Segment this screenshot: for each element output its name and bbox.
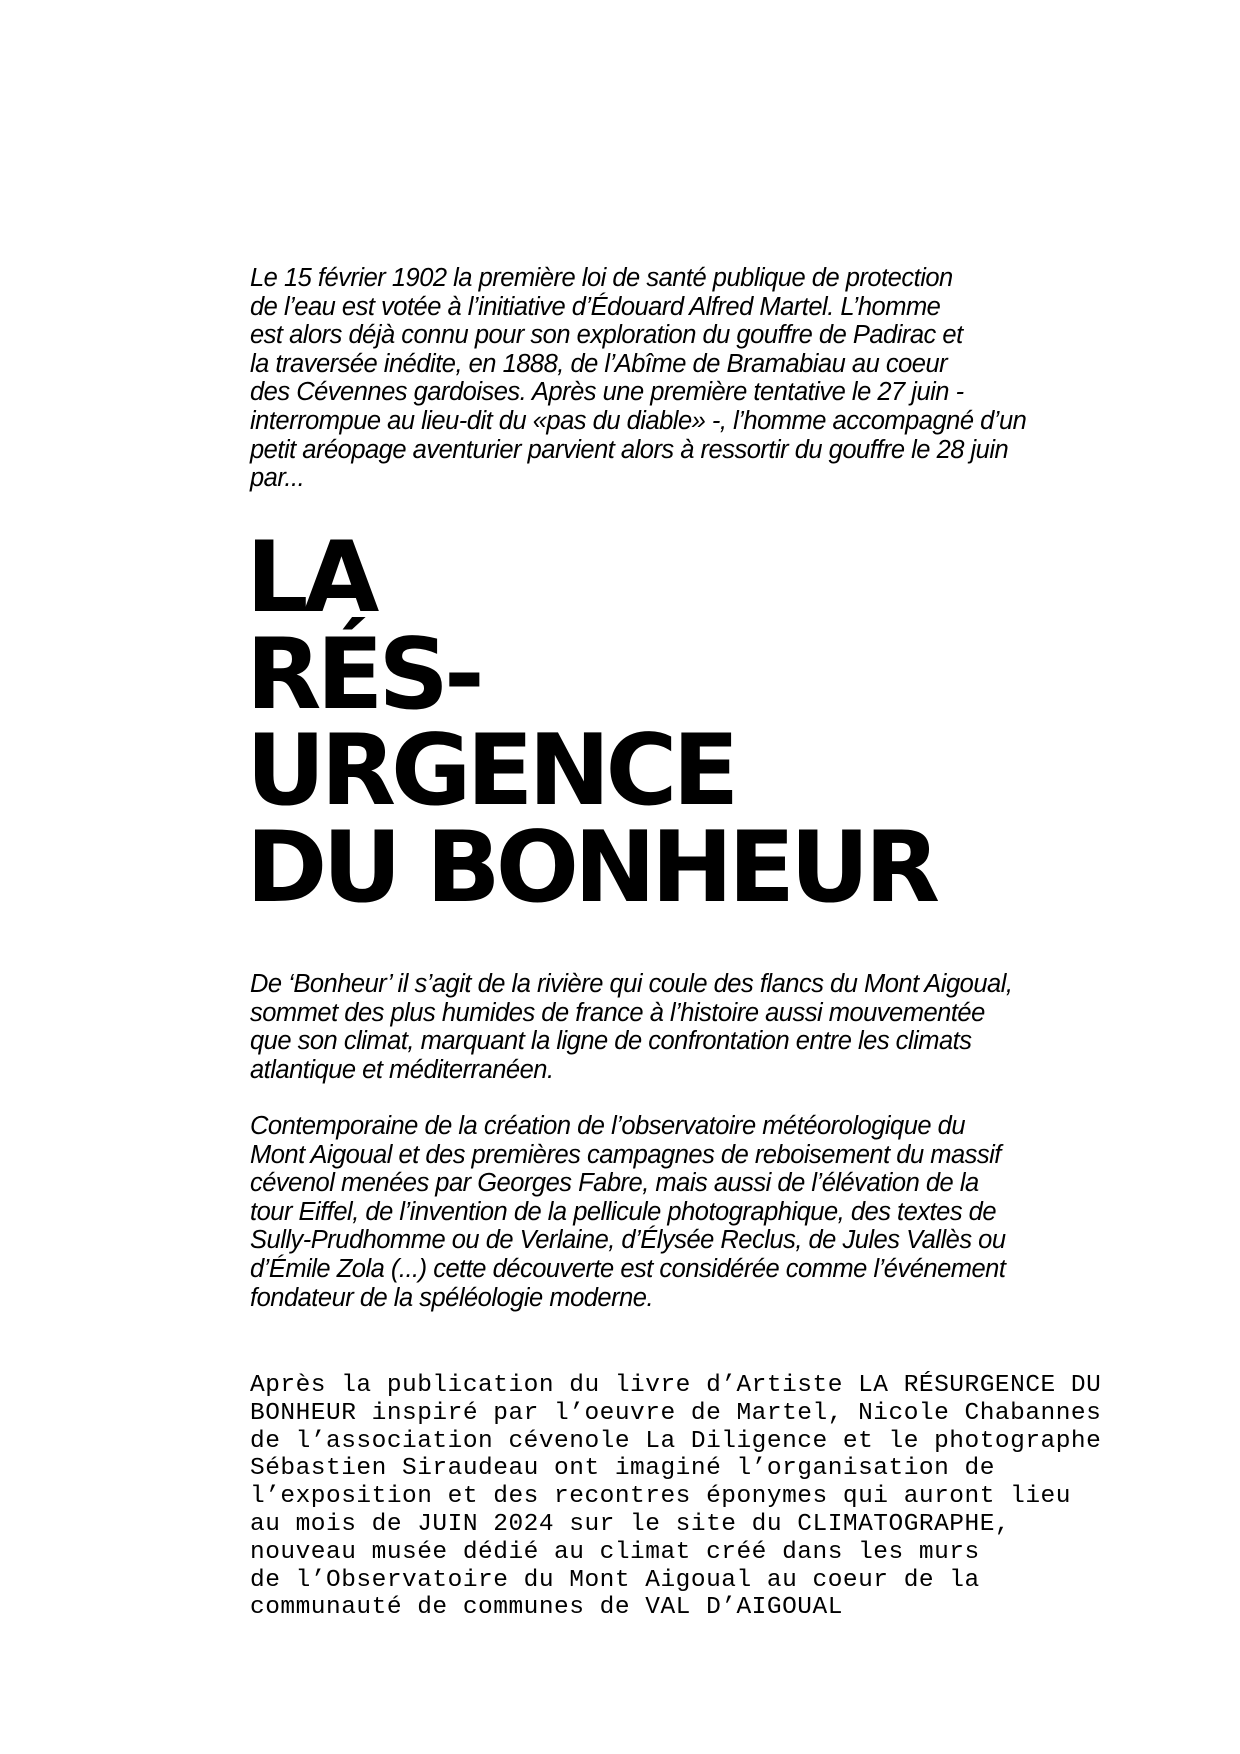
intro-line: par... <box>250 464 305 493</box>
intro-line: la traversée inédite, en 1888, de l’Abîme de Bramabiau au coeur <box>250 349 948 378</box>
publication-paragraph <box>250 1372 1101 1622</box>
contemporaine-paragraph <box>250 1112 1006 1312</box>
bonheur-line: De ‘Bonheur’ il s’agit de la rivière qui coule des flancs du Mont Aigoual, <box>250 970 1013 998</box>
contemporaine-line: tour Eiffel, de l’invention de la pellicule photographique, des textes de <box>250 1197 997 1226</box>
publication-line: de l’Observatoire du Mont Aigoual au coeur de la <box>250 1566 980 1594</box>
bonheur-line: que son climat, marquant la ligne de confrontation entre les climats <box>250 1027 972 1056</box>
title-line: RÉS- <box>246 617 480 732</box>
title-line: DU BONHEUR <box>246 810 936 925</box>
contemporaine-line: Mont Aigoual et des premières campagnes de reboisement du massif <box>250 1140 1001 1169</box>
intro-line: des Cévennes gardoises. Après une première tentative le 27 juin - <box>250 378 964 407</box>
contemporaine-line: Contemporaine de la création de l’observatoire météorologique du <box>250 1112 966 1140</box>
contemporaine-line: cévenol menées par Georges Fabre, mais aussi de l’élévation de la <box>250 1169 979 1198</box>
publication-line: de l’association cévenole La Diligence et le photographe <box>250 1427 1102 1455</box>
publication-line: communauté de communes de VAL D’AIGOUAL <box>250 1594 843 1622</box>
title-line: LA <box>246 521 375 635</box>
title-line: URGENCE <box>246 714 735 828</box>
bonheur-line: sommet des plus humides de france à l’histoire aussi mouvementée <box>250 998 985 1027</box>
publication-line: au mois de JUIN 2024 sur le site du CLIMATOGRAPHE, <box>250 1510 1011 1538</box>
page-title <box>246 521 936 925</box>
intro-paragraph <box>250 264 1026 493</box>
intro-line: est alors déjà connu pour son exploration du gouffre de Padirac et <box>250 321 963 350</box>
intro-line: Le 15 février 1902 la première loi de santé publique de protection <box>250 264 953 292</box>
intro-line: de l’eau est votée à l’initiative d’Édouard Alfred Martel. L’homme <box>250 292 941 321</box>
bonheur-paragraph <box>250 970 1012 1084</box>
contemporaine-line: Sully-Prudhomme ou de Verlaine, d’Élysée Reclus, de Jules Vallès ou <box>250 1226 1006 1255</box>
publication-line: Après la publication du livre d’Artiste LA RÉSURGENCE DU <box>250 1372 1102 1399</box>
bonheur-line: atlantique et méditerranéen. <box>250 1055 554 1084</box>
publication-line: nouveau musée dédié au climat créé dans les murs <box>250 1538 980 1566</box>
publication-line: Sébastien Siraudeau ont imaginé l’organisation de <box>250 1455 995 1483</box>
intro-line: interrompue au lieu-dit du «pas du diable» -, l’homme accompagné d’un <box>250 406 1027 435</box>
publication-line: l’exposition et des recontres éponymes qui auront lieu <box>250 1483 1071 1511</box>
intro-line: petit aréopage aventurier parvient alors à ressortir du gouffre le 28 juin <box>250 435 1009 464</box>
contemporaine-line: fondateur de la spéléologie moderne. <box>250 1283 654 1312</box>
publication-line: BONHEUR inspiré par l’oeuvre de Martel, Nicole Chabannes <box>250 1399 1102 1427</box>
contemporaine-line: d’Émile Zola (...) cette découverte est considérée comme l’événement <box>250 1254 1006 1283</box>
